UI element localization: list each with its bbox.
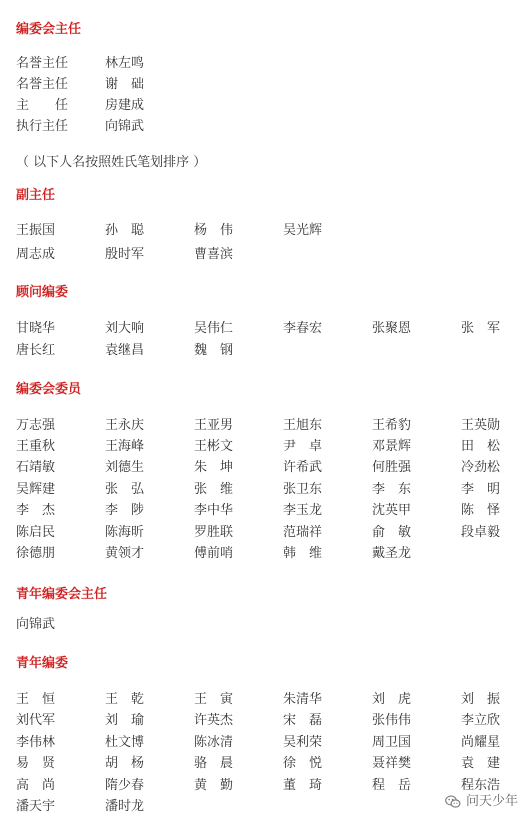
- person-name: 王振国: [16, 223, 56, 238]
- list-row: [16, 118, 516, 139]
- person-name: 田 松: [461, 439, 501, 454]
- person-name: 程东浩: [461, 778, 501, 793]
- list-row: [16, 55, 516, 76]
- person-name: 周卫国: [372, 735, 412, 750]
- person-name: 殷时军: [105, 247, 145, 262]
- person-name: 李 东: [372, 482, 412, 497]
- person-name: 王希豹: [372, 418, 412, 433]
- person-name: 徐德朋: [16, 546, 56, 561]
- person-name: 陈冰清: [194, 735, 234, 750]
- person-name: 杨 伟: [194, 223, 234, 238]
- person-name: 徐 悦: [283, 756, 323, 771]
- person-name: 范瑞祥: [283, 525, 323, 540]
- person-name: 沈英甲: [372, 503, 412, 518]
- person-name: 王 恒: [16, 692, 56, 707]
- watermark-text: 问天少年: [465, 794, 518, 809]
- person-name: 房建成: [105, 98, 145, 113]
- person-name: 李中华: [194, 503, 234, 518]
- person-name: 王 乾: [105, 692, 145, 707]
- person-name: 王彬文: [194, 439, 234, 454]
- watermark: [445, 794, 518, 810]
- person-name: 袁继昌: [105, 343, 145, 358]
- person-name: 邓景辉: [372, 439, 412, 454]
- person-name: 王海峰: [105, 439, 145, 454]
- list-row: [16, 755, 516, 776]
- person-name: 刘 瑜: [105, 713, 145, 728]
- role-label: 执行主任: [16, 119, 69, 134]
- list-row: [16, 691, 516, 712]
- youth-members-heading: 青年编委: [16, 656, 69, 671]
- person-name: 潘天宇: [16, 799, 56, 814]
- person-name: 吴伟仁: [194, 321, 234, 336]
- person-name: 李伟林: [16, 735, 56, 750]
- members-heading: 编委会委员: [16, 382, 82, 397]
- person-name: 黄 勤: [194, 778, 234, 793]
- person-name: 孙 聪: [105, 223, 145, 238]
- list-row: [16, 777, 516, 798]
- person-name: 张 维: [194, 482, 234, 497]
- role-label: 主 任: [16, 98, 69, 113]
- person-name: 李春宏: [283, 321, 323, 336]
- person-name: 袁 建: [461, 756, 501, 771]
- list-row: [16, 502, 516, 523]
- advisors-heading: 顾问编委: [16, 285, 69, 300]
- person-name: 程 岳: [372, 778, 412, 793]
- list-row: [16, 616, 516, 637]
- deputy-directors-heading: 副主任: [16, 188, 56, 203]
- person-name: 尹 卓: [283, 439, 323, 454]
- person-name: 王永庆: [105, 418, 145, 433]
- person-name: 刘德生: [105, 460, 145, 475]
- list-row: [16, 222, 516, 243]
- person-name: 冷劲松: [461, 460, 501, 475]
- list-row: [16, 459, 516, 480]
- person-name: 吴辉建: [16, 482, 56, 497]
- person-name: 李 明: [461, 482, 501, 497]
- person-name: 张 军: [461, 321, 501, 336]
- person-name: 刘大响: [105, 321, 145, 336]
- youth-director-heading: 青年编委会主任: [16, 587, 108, 602]
- person-name: 骆 晨: [194, 756, 234, 771]
- person-name: 黄领才: [105, 546, 145, 561]
- person-name: 王旭东: [283, 418, 323, 433]
- list-row: [16, 734, 516, 755]
- person-name: 吴利荣: [283, 735, 323, 750]
- person-name: 李玉龙: [283, 503, 323, 518]
- person-name: 万志强: [16, 418, 56, 433]
- person-name: 王亚男: [194, 418, 234, 433]
- person-name: 傅前哨: [194, 546, 234, 561]
- person-name: 刘 虎: [372, 692, 412, 707]
- list-row: [16, 438, 516, 459]
- list-row: [16, 320, 516, 341]
- person-name: 易 贤: [16, 756, 56, 771]
- editorial-directors-heading: 编委会主任: [16, 22, 82, 37]
- person-name: 杜文博: [105, 735, 145, 750]
- person-name: 宋 磊: [283, 713, 323, 728]
- person-name: 尚耀星: [461, 735, 501, 750]
- person-name: 刘代军: [16, 713, 56, 728]
- person-name: 段卓毅: [461, 525, 501, 540]
- person-name: 张聚恩: [372, 321, 412, 336]
- person-name: 陈启民: [16, 525, 56, 540]
- person-name: 戴圣龙: [372, 546, 412, 561]
- person-name: 李立欣: [461, 713, 501, 728]
- person-name: 向锦武: [16, 617, 56, 632]
- list-row: [16, 246, 516, 267]
- person-name: 许英杰: [194, 713, 234, 728]
- list-row: [16, 76, 516, 97]
- sorting-note: （ 以下人名按照姓氏笔划排序 ）: [16, 155, 207, 170]
- person-name: 韩 维: [283, 546, 323, 561]
- person-name: 唐长红: [16, 343, 56, 358]
- person-name: 周志成: [16, 247, 56, 262]
- person-name: 王英勋: [461, 418, 501, 433]
- list-row: [16, 545, 516, 566]
- person-name: 王 寅: [194, 692, 234, 707]
- list-row: [16, 417, 516, 438]
- person-name: 李 杰: [16, 503, 56, 518]
- person-name: 曹喜滨: [194, 247, 234, 262]
- role-label: 名誉主任: [16, 56, 69, 71]
- list-row: [16, 97, 516, 118]
- list-row: [16, 481, 516, 502]
- person-name: 吴光辉: [283, 223, 323, 238]
- person-name: 俞 敏: [372, 525, 412, 540]
- person-name: 陈 怿: [461, 503, 501, 518]
- person-name: 魏 钢: [194, 343, 234, 358]
- list-row: [16, 342, 516, 363]
- person-name: 胡 杨: [105, 756, 145, 771]
- list-row: [16, 712, 516, 733]
- person-name: 高 尚: [16, 778, 56, 793]
- person-name: 潘时龙: [105, 799, 145, 814]
- person-name: 王重秋: [16, 439, 56, 454]
- person-name: 许希武: [283, 460, 323, 475]
- role-label: 名誉主任: [16, 77, 69, 92]
- person-name: 李 陟: [105, 503, 145, 518]
- person-name: 何胜强: [372, 460, 412, 475]
- person-name: 董 琦: [283, 778, 323, 793]
- person-name: 陈海昕: [105, 525, 145, 540]
- person-name: 罗胜联: [194, 525, 234, 540]
- person-name: 石靖敏: [16, 460, 56, 475]
- wechat-icon: [445, 795, 461, 809]
- person-name: 张 弘: [105, 482, 145, 497]
- person-name: 隋少春: [105, 778, 145, 793]
- person-name: 刘 振: [461, 692, 501, 707]
- person-name: 甘晓华: [16, 321, 56, 336]
- list-row: [16, 524, 516, 545]
- person-name: 张伟伟: [372, 713, 412, 728]
- person-name: 朱清华: [283, 692, 323, 707]
- person-name: 张卫东: [283, 482, 323, 497]
- person-name: 向锦武: [105, 119, 145, 134]
- person-name: 聂祥樊: [372, 756, 412, 771]
- person-name: 谢 础: [105, 77, 145, 92]
- person-name: 林左鸣: [105, 56, 145, 71]
- list-row: [16, 798, 516, 819]
- person-name: 朱 坤: [194, 460, 234, 475]
